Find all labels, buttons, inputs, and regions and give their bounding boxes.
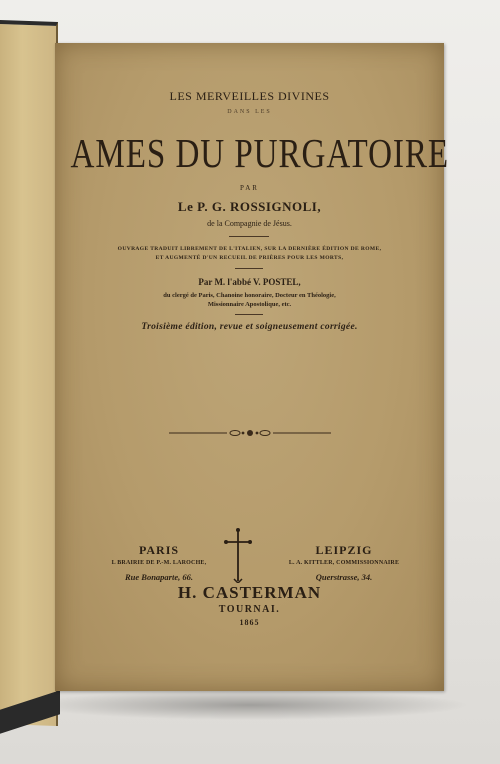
author-name: Le P. G. ROSSIGNOLI, — [177, 199, 322, 214]
imprint-left-address: Rue Bonaparte, 66. — [124, 572, 193, 582]
imprint-right-address: Querstrasse, 34. — [315, 572, 373, 582]
imprint-left-publisher: L BRAIRIE DE P.-M. LAROCHE, — [111, 560, 207, 566]
publisher-name: H. CASTERMAN — [177, 583, 322, 602]
divider-rule — [235, 268, 263, 269]
divider-rule — [235, 314, 263, 315]
edition-line: Troisième édition, revue et soigneusement corrigée. — [141, 322, 358, 332]
title-top-line: LES MERVEILLES DIVINES — [169, 89, 330, 103]
dans-les-line: DANS LES — [227, 109, 272, 115]
publication-year: 1865 — [239, 618, 260, 627]
par-line: PAR — [240, 184, 259, 192]
translator-credentials-2: Missionnaire Apostolique, etc. — [207, 301, 292, 308]
author-company: de la Compagnie de Jésus. — [207, 219, 292, 228]
imprint-left-city: PARIS — [138, 543, 180, 557]
translator-name: Par M. l'abbé V. POSTEL, — [198, 277, 301, 287]
ouvrage-line-2: ET AUGMENTÉ D'UN RECUEIL DE PRIÈRES POUR LES MORTS, — [155, 255, 344, 261]
translator-credentials-1: du clergé de Paris, Chanoine honoraire, Docteur en Théologie, — [163, 292, 336, 299]
title-page — [55, 43, 450, 691]
ouvrage-line-1: OUVRAGE TRADUIT LIBREMENT DE L'ITALIEN, SUR LA DERNIÈRE ÉDITION DE ROME, — [117, 246, 382, 252]
main-title: AMES DU PURGATOIRE — [70, 130, 450, 177]
left-page-edge — [0, 20, 58, 726]
publisher-city: TOURNAI. — [218, 604, 281, 615]
imprint-right-publisher: L. A. KITTLER, COMMISSIONNAIRE — [288, 560, 400, 566]
ornament-divider — [169, 428, 331, 438]
divider-rule — [229, 236, 269, 237]
imprint-right-city: LEIPZIG — [315, 543, 373, 557]
book-shadow — [30, 690, 470, 720]
